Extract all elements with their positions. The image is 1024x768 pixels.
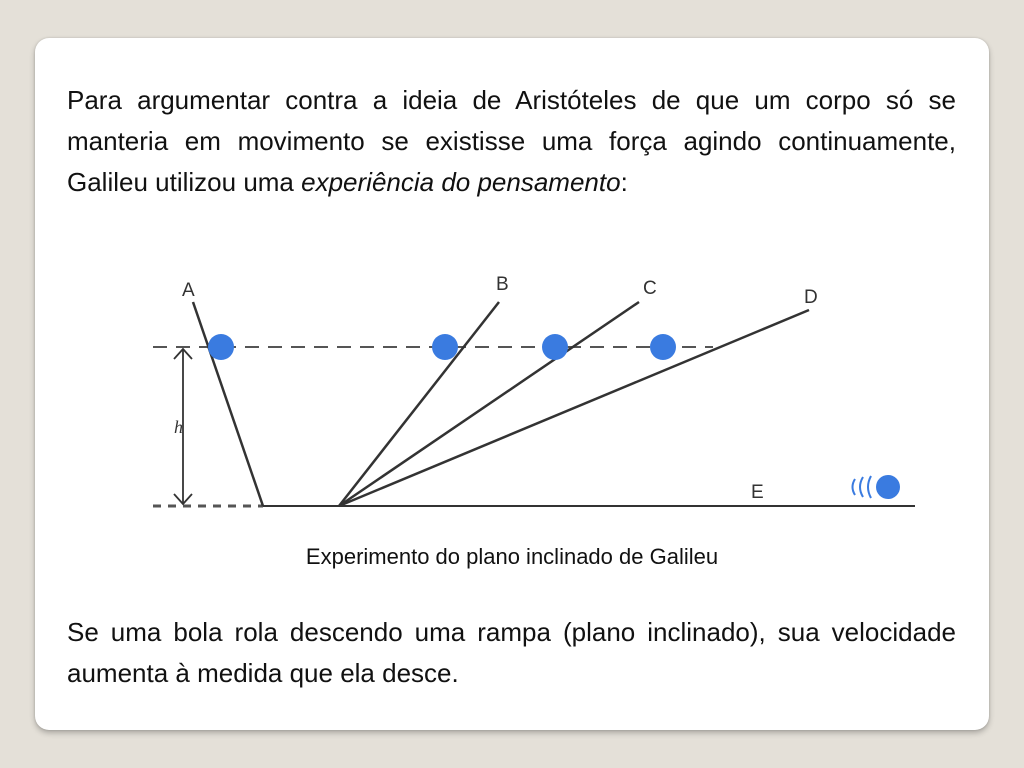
conclusion-paragraph: Se uma bola rola descendo uma rampa (plano inclinado), sua velocidade aumenta à medida que ela desce. [67,617,956,688]
intro-colon: : [620,167,628,197]
slide [35,38,989,730]
figure-caption: Experimento do plano inclinado de Galileu [305,544,719,569]
ramp-c [339,302,639,506]
ball-d [650,334,676,360]
label-d: D [804,287,818,308]
ball-e-rolling [876,475,900,499]
label-e: E [751,482,764,503]
ramp-b [339,302,499,506]
ramp-d [339,310,809,506]
inclined-plane-diagram [153,260,923,522]
intro-paragraph [67,80,956,203]
ball-c [542,334,568,360]
label-b: B [496,274,509,295]
intro-emphasis: experiência do pensamento [301,167,621,197]
label-a: A [182,280,195,301]
ball-a [208,334,234,360]
label-c: C [643,278,657,299]
intro-text: Para argumentar contra a ideia de Aristóteles de que um corpo só se manteria em movimento se existisse uma força agindo continuamente, Galileu utilizou uma [67,85,956,197]
ball-b [432,334,458,360]
ramp-a [193,302,263,506]
label-h: h [174,417,183,437]
motion-marks-icon [853,476,872,498]
